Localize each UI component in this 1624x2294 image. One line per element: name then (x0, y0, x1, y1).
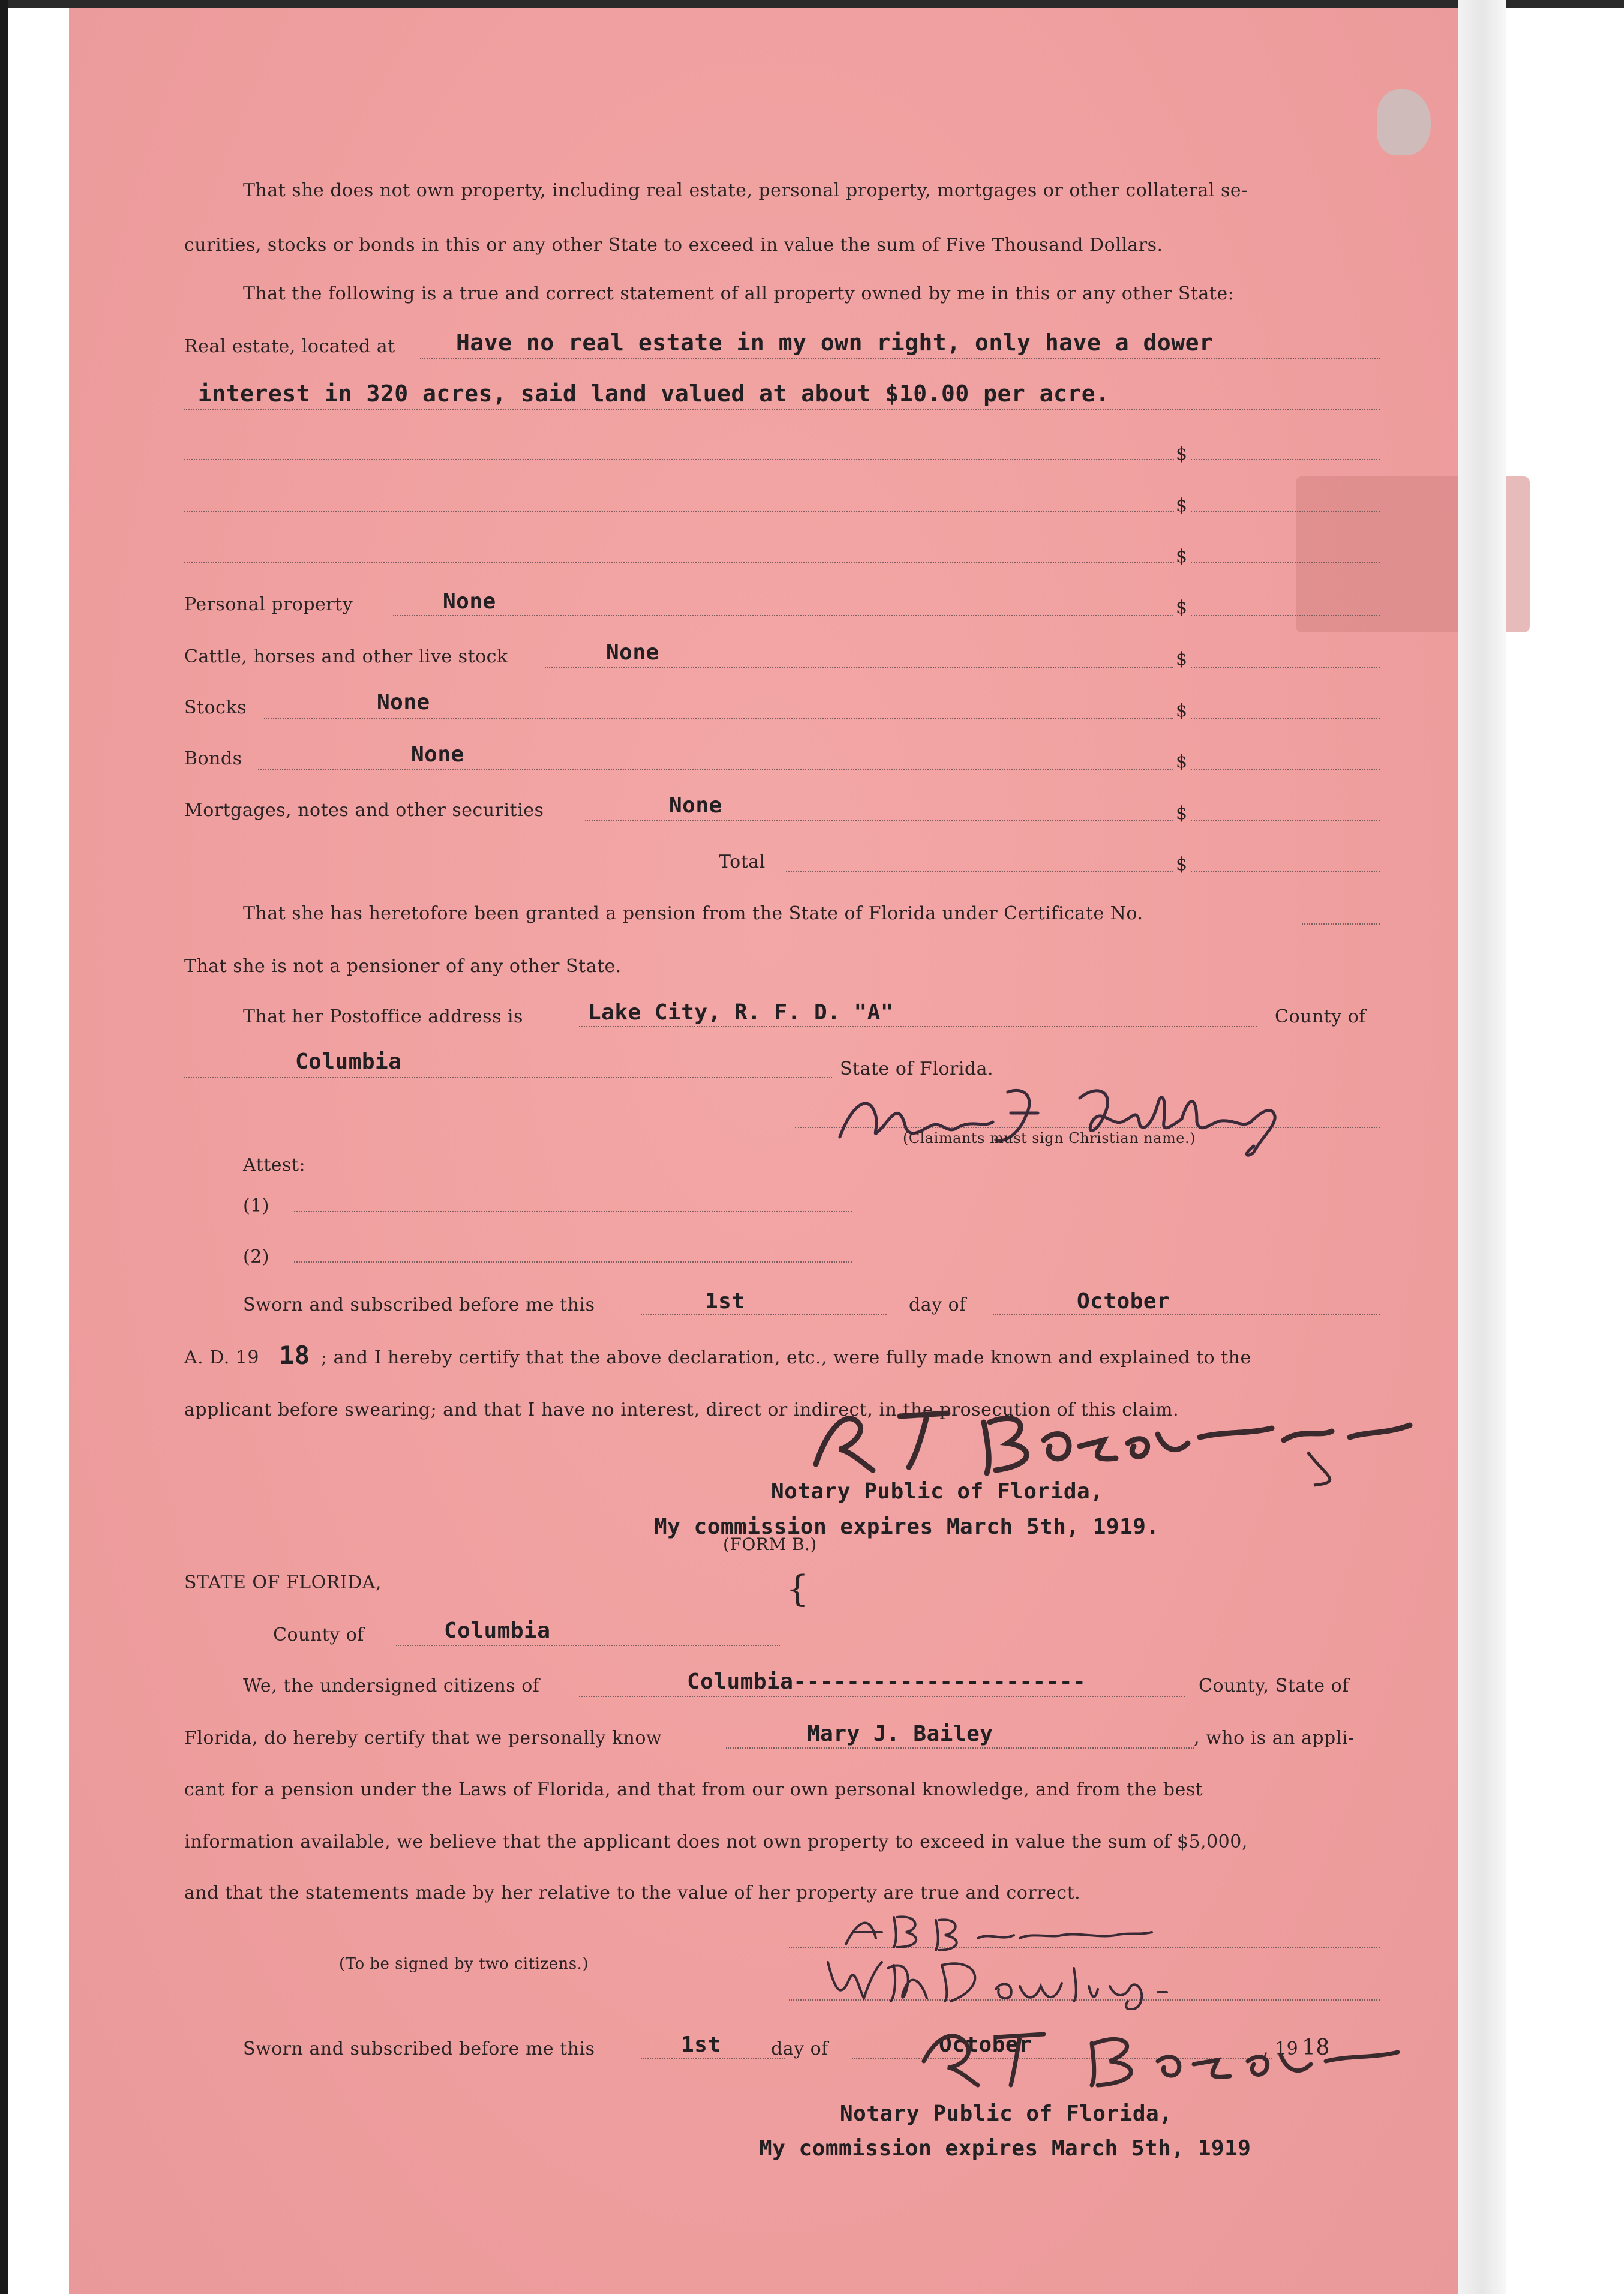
scan-frame-top (0, 0, 1624, 8)
total-line (786, 871, 1173, 872)
form-b-county-label: County of (273, 1624, 364, 1645)
sworn-1-month-line (993, 1314, 1380, 1315)
real-estate-label: Real estate, located at (184, 336, 395, 357)
county-of-label: County of (1275, 1006, 1366, 1027)
bonds-label: Bonds (184, 748, 242, 769)
real-estate-blank-line-3 (184, 459, 1174, 460)
sworn-1-text: Sworn and subscribed before me this (243, 1294, 595, 1315)
citizens-county-value: Columbia---------------------- (687, 1669, 1086, 1694)
sworn-2-year-value: 18 (1302, 2035, 1330, 2060)
sworn-2-day-line (641, 2058, 785, 2059)
sworn-1-month-value: October (1077, 1289, 1170, 1314)
notary-2-title: Notary Public of Florida, (840, 2101, 1173, 2126)
stocks-line (264, 718, 1173, 719)
notary-2-commission: My commission expires March 5th, 1919 (759, 2136, 1251, 2161)
real-estate-blank-line-5 (184, 562, 1174, 563)
sworn-1-day-value: 1st (705, 1289, 745, 1314)
attest-label: Attest: (243, 1155, 306, 1176)
cattle-value: None (606, 640, 659, 665)
state-of-florida-heading: STATE OF FLORIDA, (184, 1572, 382, 1593)
amount-line-4 (1191, 511, 1380, 512)
postoffice-value: Lake City, R. F. D. "A" (588, 1000, 894, 1025)
two-citizens-note: (To be signed by two citizens.) (339, 1955, 589, 1973)
notary-1-commission: My commission expires March 5th, 1919. (654, 1515, 1160, 1539)
county-brace: { (786, 1568, 809, 1610)
florida-certify-text: Florida, do hereby certify that we personally know (184, 1728, 662, 1749)
dollar-sign-cattle: $ (1176, 649, 1188, 670)
citizen-2-signature (822, 1944, 1242, 2010)
form-b-county-value: Columbia (444, 1618, 551, 1643)
para1-line1: That she does not own property, including real estate, personal property, mortgages or other collateral se- (243, 180, 1248, 201)
sworn-2-year-prefix: , 19 (1263, 2038, 1299, 2059)
county-line (184, 1077, 832, 1078)
notary-2-signature (912, 2019, 1416, 2091)
amount-line-total (1191, 871, 1380, 872)
form-b-line4: information available, we believe that the applicant does not own property to exceed in value the sum of $5,000, (184, 1831, 1248, 1852)
sworn-1-certify-1: ; and I hereby certify that the above declaration, etc., were fully made known and explained to the (321, 1347, 1251, 1368)
para1-line2: curities, stocks or bonds in this or any other State to exceed in value the sum of Five Thousand Dollars. (184, 235, 1163, 256)
who-is-text: , who is an appli- (1194, 1728, 1355, 1749)
dollar-sign-bonds: $ (1176, 751, 1188, 772)
form-b-label: (FORM B.) (723, 1534, 817, 1554)
para2-text: That the following is a true and correct statement of all property owned by me in this or any other State: (243, 283, 1235, 304)
stocks-value: None (377, 690, 430, 715)
form-b-line5: and that the statements made by her relative to the value of her property are true and correct. (184, 1882, 1081, 1903)
dollar-sign-stocks: $ (1176, 700, 1188, 721)
form-b-county-line (396, 1645, 780, 1646)
amount-line-3 (1191, 459, 1380, 460)
certificate-text: That she has heretofore been granted a pension from the State of Florida under Certificate No. (243, 903, 1143, 924)
dollar-sign-total: $ (1176, 854, 1188, 875)
attest-2-line (294, 1261, 852, 1263)
applicant-name-line (726, 1747, 1194, 1749)
sworn-2-text: Sworn and subscribed before me this (243, 2038, 595, 2059)
real-estate-value-2: interest in 320 acres, said land valued at about $10.00 per acre. (198, 380, 1110, 407)
notary-1-title: Notary Public of Florida, (771, 1479, 1104, 1504)
sworn-1-ad-prefix: A. D. 19 (184, 1347, 259, 1368)
certificate-number-line (1302, 923, 1380, 925)
amount-line-personal (1191, 615, 1380, 616)
amount-line-stocks (1191, 718, 1380, 719)
personal-property-value: None (443, 589, 496, 614)
bonds-value: None (411, 742, 464, 767)
claimant-note: (Claimants must sign Christian name.) (903, 1130, 1196, 1147)
amount-line-5 (1191, 562, 1380, 563)
personal-property-line (393, 615, 1173, 616)
amount-line-mortgages (1191, 820, 1380, 821)
paper-corner-mark (1377, 89, 1431, 155)
not-pensioner-text: That she is not a pensioner of any other State. (184, 956, 622, 977)
dollar-sign-5: $ (1176, 546, 1188, 567)
attest-1-number: (1) (243, 1195, 269, 1216)
real-estate-blank-line-4 (184, 511, 1174, 512)
mortgages-value: None (669, 793, 722, 818)
attest-2-number: (2) (243, 1246, 269, 1267)
applicant-name-value: Mary J. Bailey (807, 1722, 993, 1746)
real-estate-value-1: Have no real estate in my own right, only have a dower (456, 329, 1214, 356)
total-label: Total (719, 851, 766, 872)
mortgages-line (585, 820, 1173, 821)
cattle-line (545, 667, 1173, 668)
citizens-text: We, the undersigned citizens of (243, 1675, 540, 1696)
bonds-line (258, 769, 1173, 770)
postoffice-label: That her Postoffice address is (243, 1006, 523, 1027)
sworn-1-day-of: day of (909, 1294, 966, 1315)
dollar-sign-personal: $ (1176, 597, 1188, 618)
notary-1-signature (792, 1392, 1434, 1488)
real-estate-line-2 (184, 409, 1380, 410)
real-estate-line-1 (420, 358, 1380, 359)
dollar-sign-4: $ (1176, 495, 1188, 516)
sworn-1-year-value: 18 (279, 1341, 310, 1370)
sworn-2-month-value: October (939, 2032, 1032, 2057)
form-b-line3: cant for a pension under the Laws of Florida, and that from our own personal knowledge, and from the best (184, 1779, 1203, 1800)
mortgages-label: Mortgages, notes and other securities (184, 800, 544, 821)
state-of-florida-label: State of Florida. (840, 1058, 994, 1079)
personal-property-label: Personal property (184, 594, 353, 615)
citizens-county-line (579, 1696, 1185, 1697)
sworn-2-day-value: 1st (681, 2032, 721, 2057)
amount-line-cattle (1191, 667, 1380, 668)
postoffice-line (579, 1026, 1257, 1027)
dollar-sign-3: $ (1176, 443, 1188, 464)
scan-frame-left (0, 0, 8, 2294)
county-state-text: County, State of (1199, 1675, 1349, 1696)
sworn-1-certify-2: applicant before swearing; and that I have no interest, direct or indirect, in the prosecution of this claim. (184, 1399, 1179, 1420)
dollar-sign-mortgages: $ (1176, 803, 1188, 824)
sworn-1-day-line (641, 1314, 887, 1315)
county-value: Columbia (295, 1049, 402, 1074)
cattle-label: Cattle, horses and other live stock (184, 646, 508, 667)
amount-line-bonds (1191, 769, 1380, 770)
attest-1-line (294, 1211, 852, 1212)
sworn-2-day-of: day of (771, 2038, 828, 2059)
stocks-label: Stocks (184, 697, 247, 718)
plastic-sleeve-edge (1458, 0, 1506, 2294)
